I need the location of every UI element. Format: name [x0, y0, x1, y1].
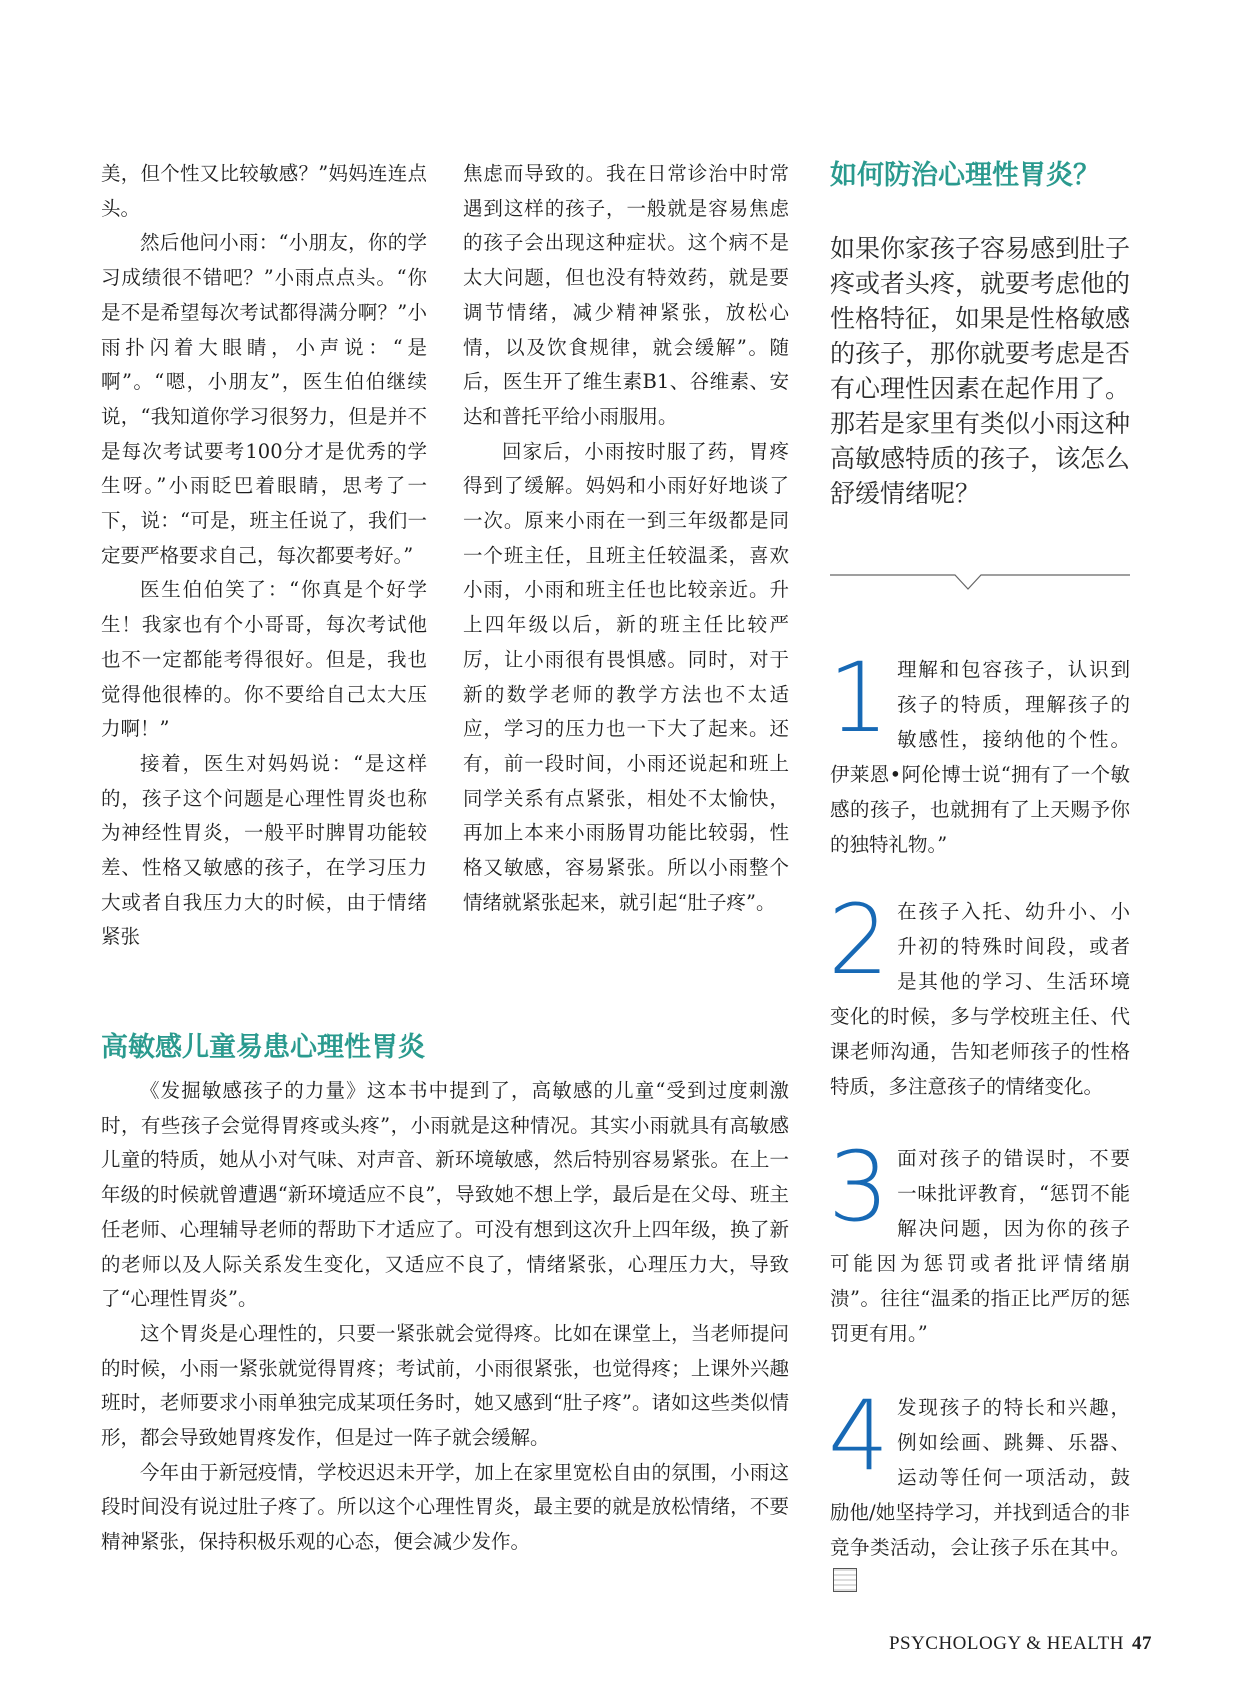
sidebar-heading: 如何防治心理性胃炎？ — [830, 160, 1100, 191]
divider-arrow — [830, 573, 1130, 593]
tip-text: 理解和包容孩子，认识到孩子的特质，理解孩子的敏感性，接纳他的个性。伊莱恩•阿伦博士说“拥有了一个敏感的孩子，也就拥有了上天赐予你的独特礼物。” — [830, 658, 1130, 856]
paragraph: 医生伯伯笑了：“你真是个好学生！我家也有个小哥哥，每次考试他也不一定都能考得很好。但是，我也觉得他很棒的。你不要给自己太大压力啊！” — [101, 578, 427, 741]
section-body — [101, 1074, 789, 1560]
paragraph: 《发掘敏感孩子的力量》这本书中提到了，高敏感的儿童“受到过度刺激时，有些孩子会觉得胃疼或头疼”，小雨就是这种情况。其实小雨就具有高敏感儿童的特质，她从小对气味、对声音、新环境敏感，然后特别容易紧张。在上一年级的时候就曾遭遇“新环境适应不良”，导致她不想上学，最后是在父母、班主任老师、心理辅导老师的帮助下才适应了。可没有想到这次升上四年级，换了新的老师以及人际关系发生变化，又适应不良了，情绪紧张，心理压力大，导致了“心理性胃炎”。 — [101, 1079, 789, 1311]
tip-item — [828, 1131, 1130, 1351]
page-footer — [889, 1633, 1152, 1655]
article-column-middle — [463, 157, 789, 920]
paragraph: 这个胃炎是心理性的，只要一紧张就会觉得疼。比如在课堂上，当老师提问的时候，小雨一紧张就觉得胃疼；考试前，小雨很紧张，也觉得疼；上课外兴趣班时，老师要求小雨单独完成某项任务时，她又感到“肚子疼”。诸如这些类似情形，都会导致她胃疼发作，但是过一阵子就会缓解。 — [101, 1321, 789, 1450]
tip-text: 在孩子入托、幼升小、小升初的特殊时间段，或者是其他的学习、生活环境变化的时候，多与学校班主任、代课老师沟通，告知老师孩子的性格特质，多注意孩子的情绪变化。 — [830, 900, 1130, 1098]
intro-text: 如果你家孩子容易感到肚子疼或者头疼，就要考虑他的性格特征，如果是性格敏感的孩子，那你就要考虑是否有心理性因素在起作用了。那若是家里有类似小雨这种高敏感特质的孩子，该怎么舒缓情绪呢？ — [830, 234, 1131, 508]
sidebar-intro — [830, 231, 1130, 511]
paragraph: 美，但个性又比较敏感？”妈妈连连点头。 — [101, 162, 427, 220]
tip-number: 1 — [828, 642, 890, 754]
end-mark-icon — [833, 1568, 857, 1592]
tip-number: 2 — [828, 884, 890, 996]
section-heading: 高敏感儿童易患心理性胃炎 — [101, 1032, 425, 1063]
tip-number: 4 — [828, 1380, 890, 1492]
tip-text: 面对孩子的错误时，不要一味批评教育，“惩罚不能解决问题，因为你的孩子可能因为惩罚或者批评情绪崩溃”。往往“温柔的指正比严厉的惩罚更有用。” — [830, 1147, 1130, 1345]
paragraph: 焦虑而导致的。我在日常诊治中时常遇到这样的孩子，一般就是容易焦虑的孩子会出现这种症状。这个病不是太大问题，但也没有特效药，就是要调节情绪，减少精神紧张，放松心情，以及饮食规律，就会缓解”。随后，医生开了维生素B1、谷维素、安达和普托平给小雨服用。 — [463, 162, 789, 428]
paragraph: 回家后，小雨按时服了药，胃疼得到了缓解。妈妈和小雨好好地谈了一次。原来小雨在一到三年级都是同一个班主任，且班主任较温柔，喜欢小雨，小雨和班主任也比较亲近。升上四年级以后，新的班主任比较严厉，让小雨很有畏惧感。同时，对于新的数学老师的教学方法也不太适应，学习的压力也一下大了起来。还有，前一段时间，小雨还说起和班上同学关系有点紧张，相处不太愉快，再加上本来小雨肠胃功能比较弱，性格又敏感，容易紧张。所以小雨整个情绪就紧张起来，就引起“肚子疼”。 — [463, 439, 789, 914]
tip-item — [828, 1380, 1130, 1600]
tip-item — [828, 642, 1130, 862]
paragraph: 今年由于新冠疫情，学校迟迟未开学，加上在家里宽松自由的氛围，小雨这段时间没有说过肚子疼了。所以这个心理性胃炎，最主要的就是放松情绪，不要精神紧张，保持积极乐观的心态，便会减少发作。 — [101, 1460, 789, 1554]
article-column-left — [101, 157, 427, 955]
page-number: 47 — [1132, 1633, 1152, 1654]
magazine-name: PSYCHOLOGY & HEALTH — [888, 1633, 1124, 1654]
tip-text-content: 发现孩子的特长和兴趣，例如绘画、跳舞、乐器、运动等任何一项活动，鼓励他/她坚持学习，并找到适合的非竞争类活动，会让孩子乐在其中。 — [830, 1396, 1130, 1559]
paragraph: 然后他问小雨：“小朋友，你的学习成绩很不错吧？”小雨点点头。“你是不是希望每次考试都得满分啊？”小雨扑闪着大眼睛，小声说：“是啊”。“嗯，小朋友”，医生伯伯继续说，“我知道你学习很努力，但是并不是每次考试要考100分才是优秀的学生呀。”小雨眨巴着眼睛，思考了一下，说：“可是，班主任说了，我们一定要严格要求自己，每次都要考好。” — [101, 231, 427, 567]
tip-item — [828, 884, 1130, 1104]
tip-number: 3 — [828, 1131, 890, 1243]
paragraph: 接着，医生对妈妈说：“是这样的，孩子这个问题是心理性胃炎也称为神经性胃炎，一般平时脾胃功能较差、性格又敏感的孩子，在学习压力大或者自我压力大的时候，由于情绪紧张 — [101, 751, 427, 949]
